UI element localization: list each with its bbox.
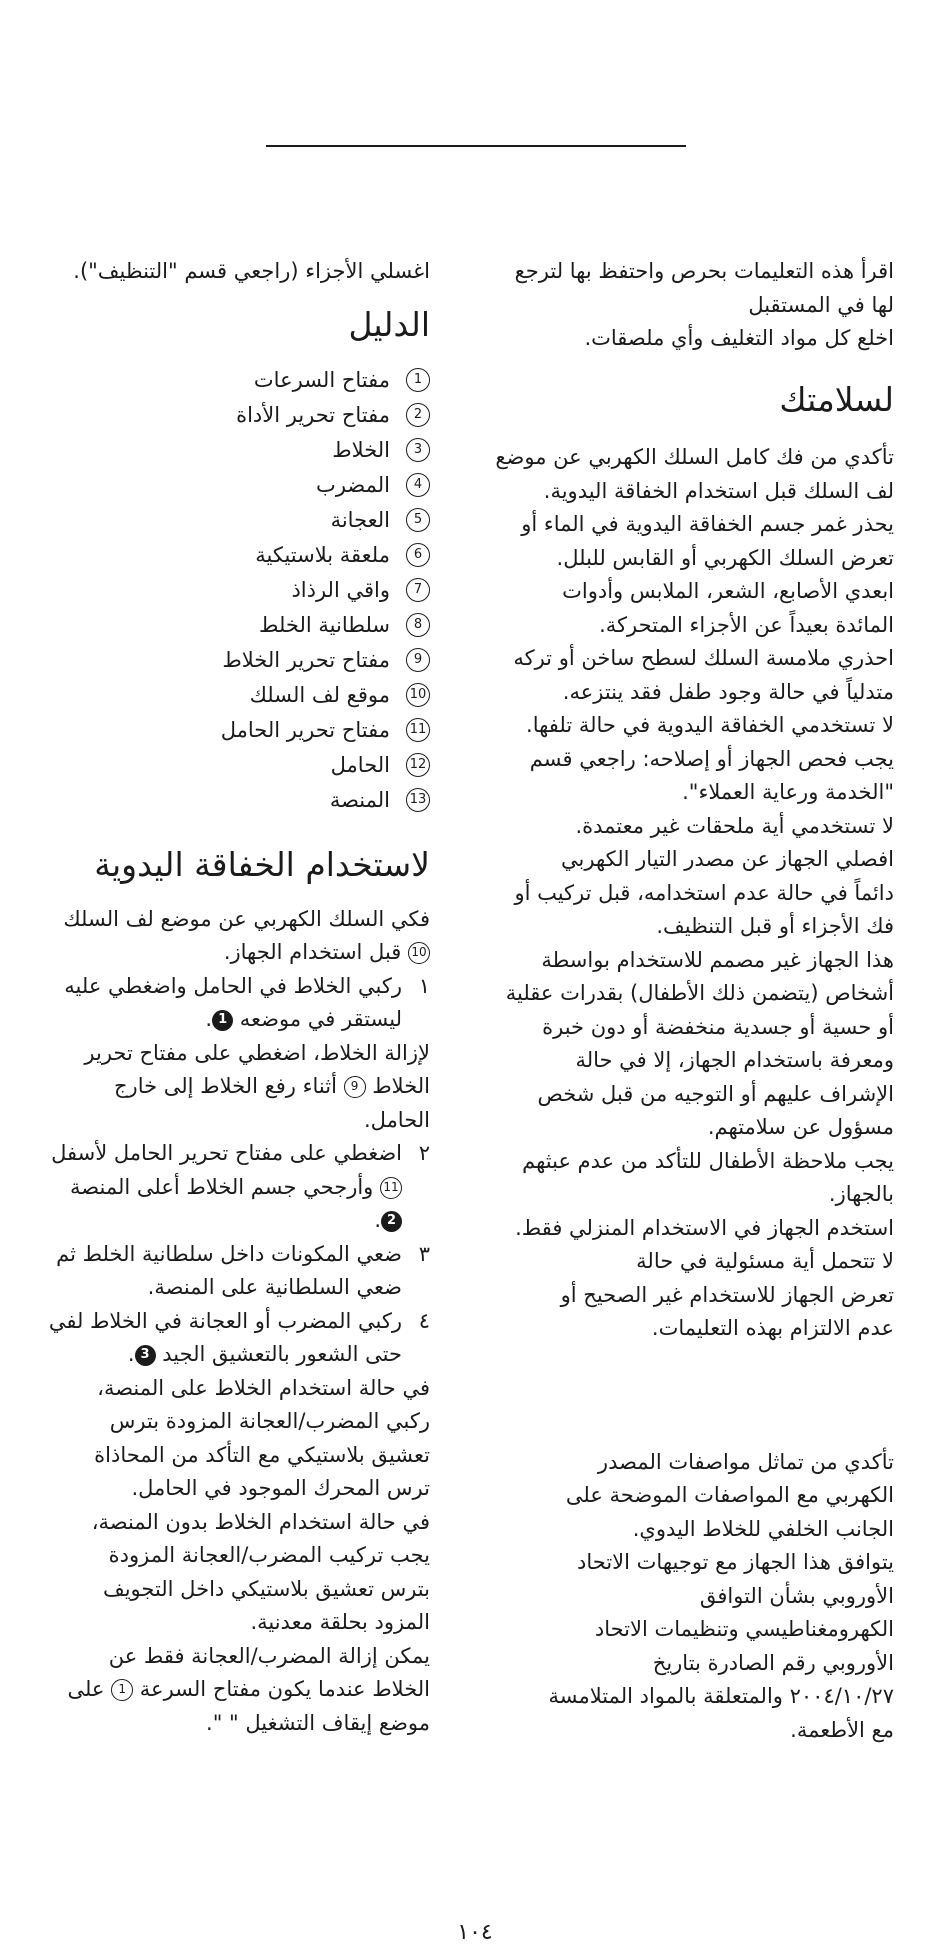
wash-note: اغسلي الأجزاء (راجعي قسم "التنظيف"). bbox=[73, 259, 430, 283]
figure-badge-icon: 1 bbox=[212, 1010, 233, 1031]
number-circle-icon: 9 bbox=[344, 1076, 366, 1098]
guide-item-label: مفتاح السرعات bbox=[253, 367, 390, 392]
number-circle-icon: 11 bbox=[380, 1177, 402, 1199]
guide-item bbox=[10, 572, 430, 607]
usage-line: في حالة استخدام الخلاط على المنصة، bbox=[97, 1375, 430, 1400]
usage-text: وأرجحي جسم الخلاط أعلى المنصة bbox=[70, 1174, 380, 1199]
guide-item-label: الحامل bbox=[330, 752, 390, 777]
safety-line: تعرض السلك الكهربي أو القابس للبلل. bbox=[556, 545, 894, 570]
guide-item-label: سلطانية الخلط bbox=[259, 612, 390, 637]
guide-item bbox=[10, 362, 430, 397]
number-circle-icon: 11 bbox=[406, 718, 430, 742]
usage-line: المزود بحلقة معدنية. bbox=[250, 1610, 430, 1635]
top-rule bbox=[266, 145, 686, 147]
guide-list bbox=[10, 362, 430, 817]
guide-item bbox=[10, 607, 430, 642]
usage-step bbox=[10, 1305, 430, 1372]
usage-line: بترس تعشيق بلاستيكي داخل التجويف bbox=[102, 1576, 430, 1601]
usage-line bbox=[10, 1338, 402, 1372]
usage-text: . bbox=[127, 1342, 135, 1367]
number-circle-icon: 8 bbox=[406, 613, 430, 637]
usage-step bbox=[10, 970, 430, 1037]
safety-line: افصلي الجهاز عن مصدر التيار الكهربي bbox=[561, 847, 894, 872]
safety-list bbox=[439, 441, 894, 1346]
usage-line: تعشيق بلاستيكي مع التأكد من المحاذاة bbox=[94, 1442, 430, 1467]
safety-line: بالجهاز. bbox=[828, 1182, 894, 1207]
number-circle-icon: 6 bbox=[406, 543, 430, 567]
guide-item-label: الخلاط bbox=[332, 437, 390, 462]
usage-line bbox=[10, 1204, 402, 1238]
usage-text: . bbox=[374, 1208, 381, 1233]
safety-line: أو حسية أو جسدية منخفضة أو دون خبرة bbox=[542, 1014, 894, 1039]
usage-line bbox=[10, 1070, 430, 1104]
usage-heading: لاستخدام الخفاقة اليدوية bbox=[94, 845, 430, 885]
usage-line: الحامل. bbox=[363, 1107, 430, 1132]
figure-badge-icon: 2 bbox=[381, 1211, 402, 1232]
usage-text: قبل استخدام الجهاز. bbox=[223, 940, 408, 965]
number-circle-icon: 1 bbox=[406, 368, 430, 392]
number-circle-icon: 10 bbox=[406, 683, 430, 707]
compliance-line: الجانب الخلفي للخلاط اليدوي. bbox=[632, 1516, 894, 1541]
usage-line bbox=[10, 1673, 430, 1707]
usage-text: الخلاط عندما يكون مفتاح السرعة bbox=[133, 1677, 430, 1702]
number-circle-icon: 13 bbox=[406, 788, 430, 812]
usage-line: لإزالة الخلاط، اضغطي على مفتاح تحرير bbox=[84, 1040, 430, 1065]
guide-item-label: ملعقة بلاستيكية bbox=[255, 542, 390, 567]
step-number: ١ bbox=[418, 973, 430, 998]
compliance-block bbox=[439, 1446, 894, 1748]
safety-line: مسؤول عن سلامتهم. bbox=[707, 1115, 894, 1140]
usage-line: ضعي المكونات داخل سلطانية الخلط ثم bbox=[56, 1241, 402, 1266]
guide-item-label: مفتاح تحرير الأداة bbox=[236, 402, 390, 427]
safety-line: أشخاص (يتضمن ذلك الأطفال) بقدرات عقلية bbox=[505, 981, 894, 1006]
left-column bbox=[10, 255, 430, 1740]
intro-block bbox=[439, 255, 894, 356]
usage-line bbox=[10, 1171, 402, 1205]
usage-line: فكي السلك الكهربي عن موضع لف السلك bbox=[63, 906, 430, 931]
intro-line: اخلع كل مواد التغليف وأي ملصقات. bbox=[584, 326, 894, 350]
guide-item-label: العجانة bbox=[330, 507, 390, 532]
usage-line: ركبي الخلاط في الحامل واضغطي عليه bbox=[64, 973, 402, 998]
guide-item-label: موقع لف السلك bbox=[249, 682, 390, 707]
safety-line: "الخدمة ورعاية العملاء". bbox=[682, 780, 894, 805]
usage-text: على bbox=[67, 1677, 112, 1702]
guide-item-label: مفتاح تحرير الحامل bbox=[220, 717, 390, 742]
safety-line: يجب فحص الجهاز أو إصلاحه: راجعي قسم bbox=[529, 746, 894, 771]
safety-line: احذري ملامسة السلك لسطح ساخن أو تركه bbox=[513, 646, 894, 671]
safety-line: لا تتحمل أية مسئولية في حالة bbox=[636, 1249, 894, 1274]
step-number: ٢ bbox=[418, 1141, 430, 1166]
compliance-line: الأوروبي بشأن التوافق bbox=[699, 1583, 894, 1608]
usage-line: ترس المحرك الموجود في الحامل. bbox=[131, 1476, 430, 1501]
safety-line: هذا الجهاز غير مصمم للاستخدام بواسطة bbox=[541, 947, 894, 972]
usage-line bbox=[10, 936, 430, 970]
number-circle-icon: 12 bbox=[406, 753, 430, 777]
safety-line: يجب ملاحظة الأطفال للتأكد من عدم عبثهم bbox=[522, 1148, 894, 1173]
safety-line: لا تستخدمي الخفاقة اليدوية في حالة تلفها. bbox=[526, 713, 894, 738]
guide-item bbox=[10, 677, 430, 712]
intro-line: لها في المستقبل bbox=[748, 292, 894, 317]
usage-line: ركبي المضرب أو العجانة في الخلاط لفي bbox=[48, 1308, 402, 1333]
compliance-line: يتوافق هذا الجهاز مع توجيهات الاتحاد bbox=[577, 1550, 894, 1575]
section-spacer bbox=[439, 1346, 894, 1446]
compliance-line: ٢٠٠٤/١٠/٢٧ والمتعلقة بالمواد المتلامسة bbox=[548, 1684, 894, 1709]
safety-line: المائدة بعيداً عن الأجزاء المتحركة. bbox=[599, 612, 894, 637]
compliance-line: الأوروبي رقم الصادرة بتاريخ bbox=[652, 1650, 894, 1675]
safety-line: لف السلك قبل استخدام الخفاقة اليدوية. bbox=[543, 478, 894, 503]
figure-badge-icon: 3 bbox=[135, 1345, 156, 1366]
number-circle-icon: 5 bbox=[406, 508, 430, 532]
guide-item-label: مفتاح تحرير الخلاط bbox=[222, 647, 390, 672]
guide-item bbox=[10, 432, 430, 467]
safety-line: استخدم الجهاز في الاستخدام المنزلي فقط. bbox=[515, 1215, 894, 1240]
safety-line: فك الأجزاء أو قبل التنظيف. bbox=[656, 914, 894, 939]
usage-line: اضغطي على مفتاح تحرير الحامل لأسفل bbox=[51, 1141, 402, 1166]
safety-heading: لسلامتك bbox=[779, 379, 894, 419]
compliance-line: الكهرومغناطيسي وتنظيمات الاتحاد bbox=[594, 1617, 894, 1642]
guide-item bbox=[10, 642, 430, 677]
usage-line: يجب تركيب المضرب/العجانة المزودة bbox=[108, 1543, 430, 1568]
usage-line bbox=[10, 1003, 402, 1037]
usage-line: ركبي المضرب/العجانة المزودة بترس bbox=[109, 1409, 430, 1434]
number-circle-icon: 1 bbox=[111, 1679, 133, 1701]
number-circle-icon: 7 bbox=[406, 578, 430, 602]
step-number: ٤ bbox=[418, 1308, 430, 1333]
number-circle-icon: 10 bbox=[408, 942, 430, 964]
intro-line: اقرأ هذه التعليمات بحرص واحتفظ بها لترجع bbox=[514, 259, 894, 283]
usage-line: موضع إيقاف التشغيل " ". bbox=[206, 1710, 430, 1735]
usage-step bbox=[10, 1238, 430, 1305]
guide-item bbox=[10, 502, 430, 537]
compliance-line: الكهربي مع المواصفات الموضحة على bbox=[565, 1483, 894, 1508]
compliance-line: تأكدي من تماثل مواصفات المصدر bbox=[597, 1449, 894, 1474]
usage-line: في حالة استخدام الخلاط بدون المنصة، bbox=[91, 1509, 430, 1534]
right-column bbox=[439, 255, 894, 1747]
number-circle-icon: 3 bbox=[406, 438, 430, 462]
usage-section bbox=[10, 903, 430, 1741]
usage-step bbox=[10, 1137, 430, 1238]
step-number: ٣ bbox=[418, 1241, 430, 1266]
usage-text: الخلاط bbox=[365, 1074, 430, 1099]
usage-text: أثناء رفع الخلاط إلى خارج bbox=[114, 1074, 344, 1099]
safety-line: ومعرفة باستخدام الجهاز، إلا في حالة bbox=[575, 1048, 894, 1073]
safety-line: ابعدي الأصابع، الشعر، الملابس وأدوات bbox=[562, 579, 894, 604]
guide-item bbox=[10, 397, 430, 432]
page-number: ١٠٤ bbox=[457, 1920, 493, 1945]
usage-line: ضعي السلطانية على المنصة. bbox=[147, 1275, 402, 1300]
number-circle-icon: 4 bbox=[406, 473, 430, 497]
guide-item bbox=[10, 782, 430, 817]
guide-item-label: واقي الرذاذ bbox=[291, 577, 390, 602]
guide-item bbox=[10, 537, 430, 572]
guide-item-label: المنصة bbox=[329, 787, 390, 812]
guide-heading: الدليل bbox=[348, 304, 430, 344]
guide-item bbox=[10, 467, 430, 502]
usage-text: . bbox=[205, 1007, 213, 1032]
safety-line: عدم الالتزام بهذه التعليمات. bbox=[651, 1316, 894, 1341]
safety-line: يحذر غمر جسم الخفاقة اليدوية في الماء أو bbox=[521, 512, 894, 537]
safety-line: تأكدي من فك كامل السلك الكهربي عن موضع bbox=[495, 445, 894, 470]
safety-line: متدلياً في حالة وجود طفل فقد ينتزعه. bbox=[562, 679, 894, 704]
safety-line: لا تستخدمي أية ملحقات غير معتمدة. bbox=[575, 813, 894, 838]
number-circle-icon: 9 bbox=[406, 648, 430, 672]
safety-line: الإشراف عليهم أو التوجيه من قبل شخص bbox=[537, 1081, 894, 1106]
safety-line: دائماً في حالة عدم استخدامه، قبل تركيب أو bbox=[514, 880, 894, 905]
usage-text: ليستقر في موضعه bbox=[233, 1007, 402, 1032]
guide-item bbox=[10, 747, 430, 782]
guide-item-label: المضرب bbox=[316, 472, 390, 497]
safety-line: تعرض الجهاز للاستخدام غير الصحيح أو bbox=[560, 1282, 894, 1307]
usage-text: حتى الشعور بالتعشيق الجيد bbox=[155, 1342, 402, 1367]
number-circle-icon: 2 bbox=[406, 403, 430, 427]
compliance-line: مع الأطعمة. bbox=[790, 1717, 894, 1742]
usage-line: يمكن إزالة المضرب/العجانة فقط عن bbox=[108, 1643, 430, 1668]
guide-item bbox=[10, 712, 430, 747]
